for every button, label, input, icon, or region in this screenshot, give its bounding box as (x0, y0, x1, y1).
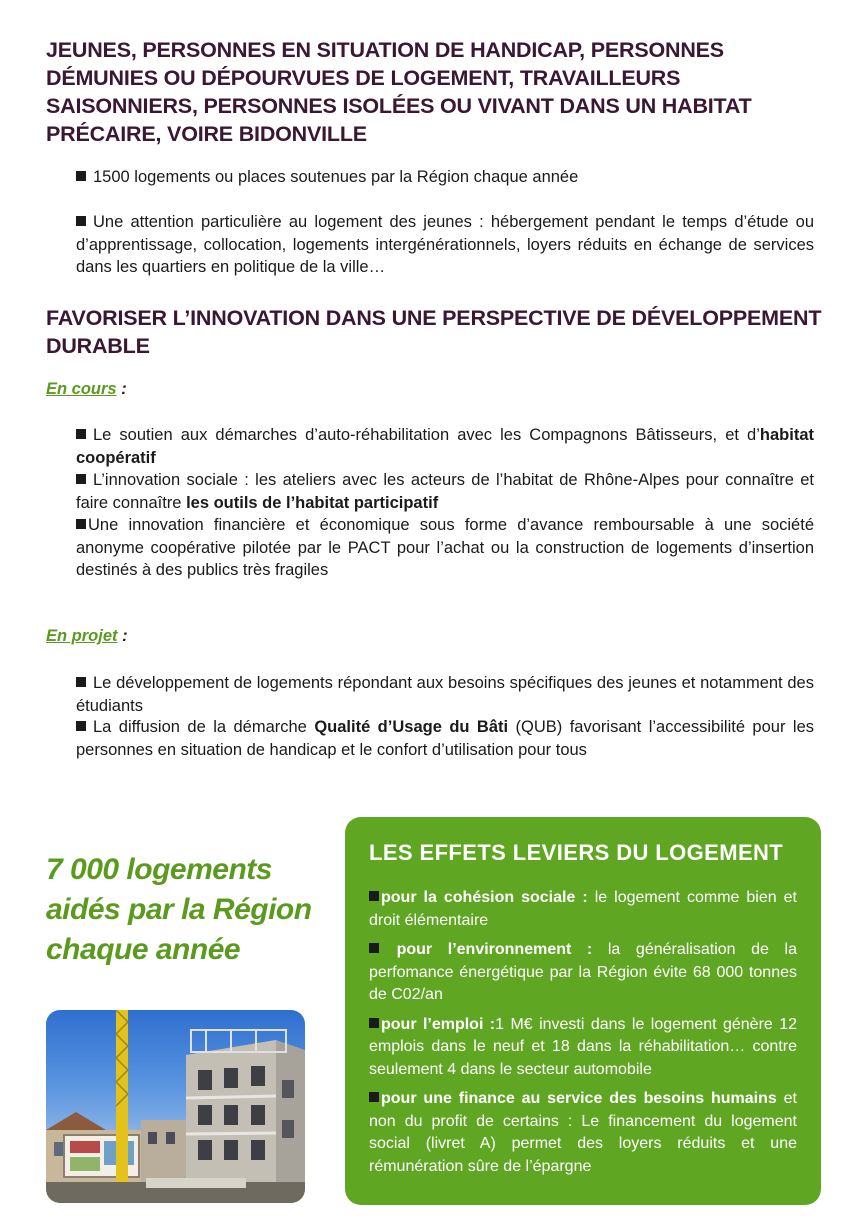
bullet-qub-post: (QUB) favorisant l’accessibilité pour les personnes en situation de handicap et le confort d’utilisation pour tous (76, 718, 814, 759)
label-en-projet (46, 627, 128, 646)
lever-cohesion-sociale-bold: pour la cohésion sociale : (381, 889, 588, 906)
lever-cohesion-sociale (369, 887, 797, 932)
bullet-innovation-sociale (76, 469, 814, 514)
lever-finance (369, 1088, 797, 1178)
lever-finance-bold: pour une finance au service des besoins humains (381, 1090, 777, 1107)
bullet-auto-rehabilitation (76, 424, 814, 469)
lever-environnement (369, 939, 797, 1007)
big-stat (46, 850, 336, 970)
label-en-projet-colon: : (117, 627, 128, 645)
big-stat-line1: 7 000 logements (46, 853, 272, 886)
construction-photo (46, 1010, 305, 1203)
bullet-innovation-sociale-text: L’innovation sociale : les ateliers avec les acteurs de l’habitat de Rhône-Alpes pour connaître et faire connaître (76, 471, 814, 512)
label-en-cours-text: En cours (46, 380, 117, 398)
lever-environnement-bold: pour l’environnement : (381, 941, 593, 958)
bullet-qub-pre: La diffusion de la démarche (93, 718, 315, 736)
levers-box (345, 817, 821, 1205)
bullet-qub (76, 716, 814, 761)
construction-illustration (46, 1010, 305, 1203)
bullet-logements-places: 1500 logements ou places soutenues par la Région chaque année (76, 166, 814, 189)
bullet-auto-rehabilitation-text: Le soutien aux démarches d’auto-réhabilitation avec les Compagnons Bâtisseurs, et d’ (93, 426, 760, 444)
bullet-logement-jeunes: Une attention particulière au logement des jeunes : hébergement pendant le temps d’étude ou d’apprentissage, collocation, logements intergénérationnels, loyers réduits en échange de services dans les quartiers en politique de la ville… (76, 211, 814, 279)
section-title-publics: JEUNES, PERSONNES EN SITUATION DE HANDICAP, PERSONNES DÉMUNIES OU DÉPOURVUES DE LOGEMENT, TRAVAILLEURS SAISONNIERS, PERSONNES ISOLÉES OU VIVANT DANS UN HABITAT PRÉCAIRE, VOIRE BIDONVILLE (46, 38, 752, 146)
lever-environnement-text: la généralisation de la perfomance énergétique par la Région évite 68 000 tonnes de C02/an (369, 941, 797, 1003)
bullet-square-icon (369, 1092, 379, 1102)
bullet-square-icon (369, 891, 379, 901)
lever-emploi-bold: pour l’emploi : (381, 1015, 496, 1033)
bullet-logements-jeunes: Le développement de logements répondant aux besoins spécifiques des jeunes et notamment des étudiants (76, 672, 814, 717)
lever-finance-text: et non du profit de certains : Le financement du logement social (livret A) permet des loyers réduits et une rémunération sûre de l’épargne (369, 1090, 797, 1175)
levers-title: LES EFFETS LEVIERS DU LOGEMENT (369, 840, 784, 865)
section-title-innovation: FAVORISER L’INNOVATION DANS UNE PERSPECTIVE DE DÉVELOPPEMENT DURABLE (46, 306, 822, 358)
bullet-qub-bold: Qualité d’Usage du Bâti (314, 718, 509, 736)
label-en-projet-text: En projet (46, 627, 118, 645)
bullet-innovation-financiere: Une innovation financière et économique sous forme d’avance remboursable à une société anonyme coopérative pilotée par le PACT pour l’achat ou la construction de logements d’insertion destinés à des publics très fragiles (76, 514, 814, 582)
label-en-cours-colon: : (116, 380, 127, 398)
bullet-square-icon (369, 1018, 379, 1028)
label-en-cours (46, 380, 127, 399)
big-stat-line3: chaque année (46, 933, 241, 966)
bullet-square-icon (369, 943, 379, 953)
lever-emploi (369, 1014, 797, 1082)
bullet-innovation-sociale-bold: les outils de l’habitat participatif (186, 493, 439, 512)
lever-emploi-text: 1 M€ investi dans le logement génère 12 emplois dans le neuf et 18 dans la réhabilitation… contre seulement 4 dans le secteur automobile (369, 1015, 798, 1078)
big-stat-line2: aidés par la Région (46, 893, 312, 926)
lever-cohesion-sociale-text: le logement comme bien et droit élémentaire (369, 889, 798, 929)
bullet-auto-rehabilitation-bold: habitat coopératif (76, 426, 814, 467)
